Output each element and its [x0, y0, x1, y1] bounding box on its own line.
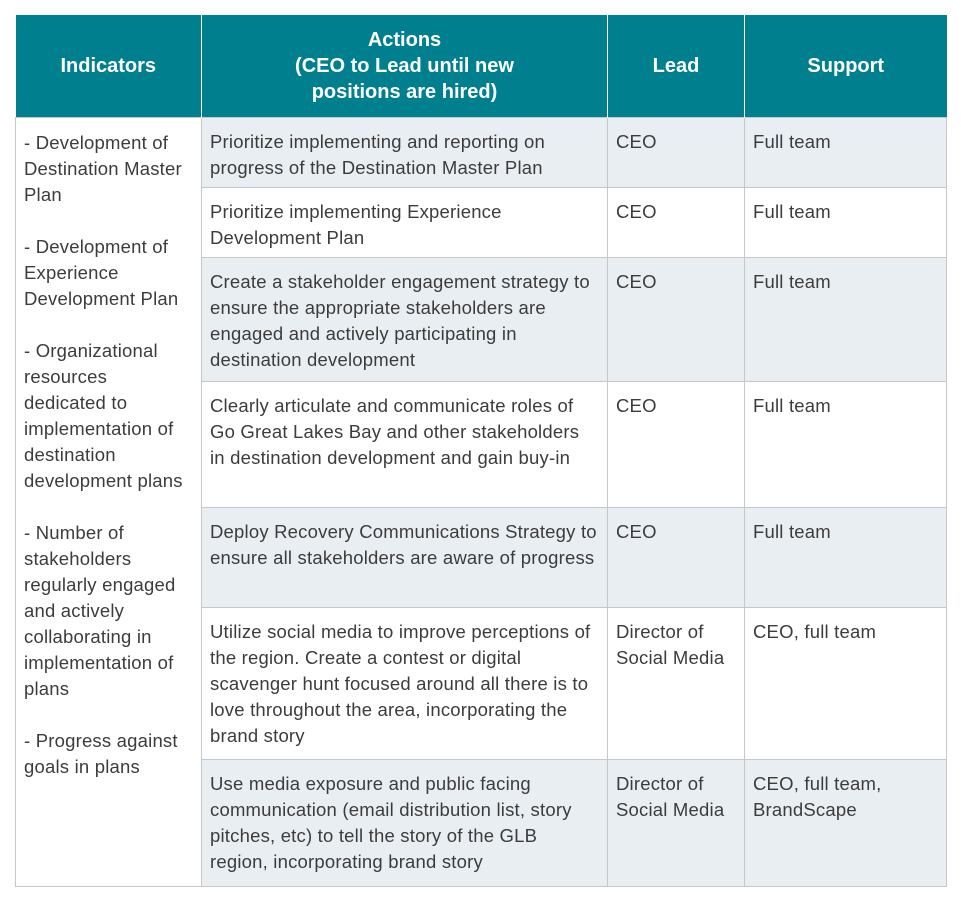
support-cell: Full team [745, 258, 947, 382]
support-cell: Full team [745, 508, 947, 608]
lead-cell: CEO [608, 258, 745, 382]
actions-header [202, 15, 608, 118]
support-cell: CEO, full team [745, 608, 947, 760]
table-row [16, 118, 947, 188]
support-cell: Full team [745, 118, 947, 188]
support-cell: Full team [745, 382, 947, 508]
action-cell: Prioritize implementing and reporting on progress of the Destination Master Plan [202, 118, 608, 188]
indicator-item: - Development of Experience Development Plan [24, 236, 179, 309]
indicator-item: - Progress against goals in plans [24, 730, 178, 777]
action-cell: Use media exposure and public facing communication (email distribution list, story pitches, etc) to tell the story of the GLB region, incorporating brand story [202, 760, 608, 887]
actions-header-line-3: positions are hired) [311, 81, 498, 103]
indicator-item: - Organizational resources dedicated to implementation of destination development plans [24, 340, 183, 491]
lead-cell: CEO [608, 382, 745, 508]
action-cell: Utilize social media to improve perceptions of the region. Create a contest or digital scavenger hunt focused around all there is to love throughout the area, incorporating the brand story [202, 608, 608, 760]
support-cell: Full team [745, 188, 947, 258]
lead-cell: Director of Social Media [608, 760, 745, 887]
lead-cell: CEO [608, 188, 745, 258]
action-cell: Prioritize implementing Experience Development Plan [202, 188, 608, 258]
action-cell: Deploy Recovery Communications Strategy to ensure all stakeholders are aware of progress [202, 508, 608, 608]
indicators-header: Indicators [16, 15, 202, 118]
lead-cell: CEO [608, 508, 745, 608]
indicators-cell [16, 118, 202, 887]
lead-header: Lead [608, 15, 745, 118]
indicator-item: - Development of Destination Master Plan [24, 132, 182, 205]
support-header: Support [745, 15, 947, 118]
support-cell: CEO, full team, BrandScape [745, 760, 947, 887]
lead-cell: CEO [608, 118, 745, 188]
action-cell: Clearly articulate and communicate roles of Go Great Lakes Bay and other stakeholders in destination development and gain buy-in [202, 382, 608, 508]
actions-header-line-2: (CEO to Lead until new [295, 55, 514, 77]
action-cell: Create a stakeholder engagement strategy to ensure the appropriate stakeholders are engaged and actively participating in destination development [202, 258, 608, 382]
indicator-item: - Number of stakeholders regularly engaged and actively collaborating in implementation of plans [24, 522, 176, 699]
header-row [16, 15, 947, 118]
lead-cell: Director of Social Media [608, 608, 745, 760]
action-plan-table [15, 15, 947, 887]
actions-header-line-1: Actions [367, 29, 442, 51]
